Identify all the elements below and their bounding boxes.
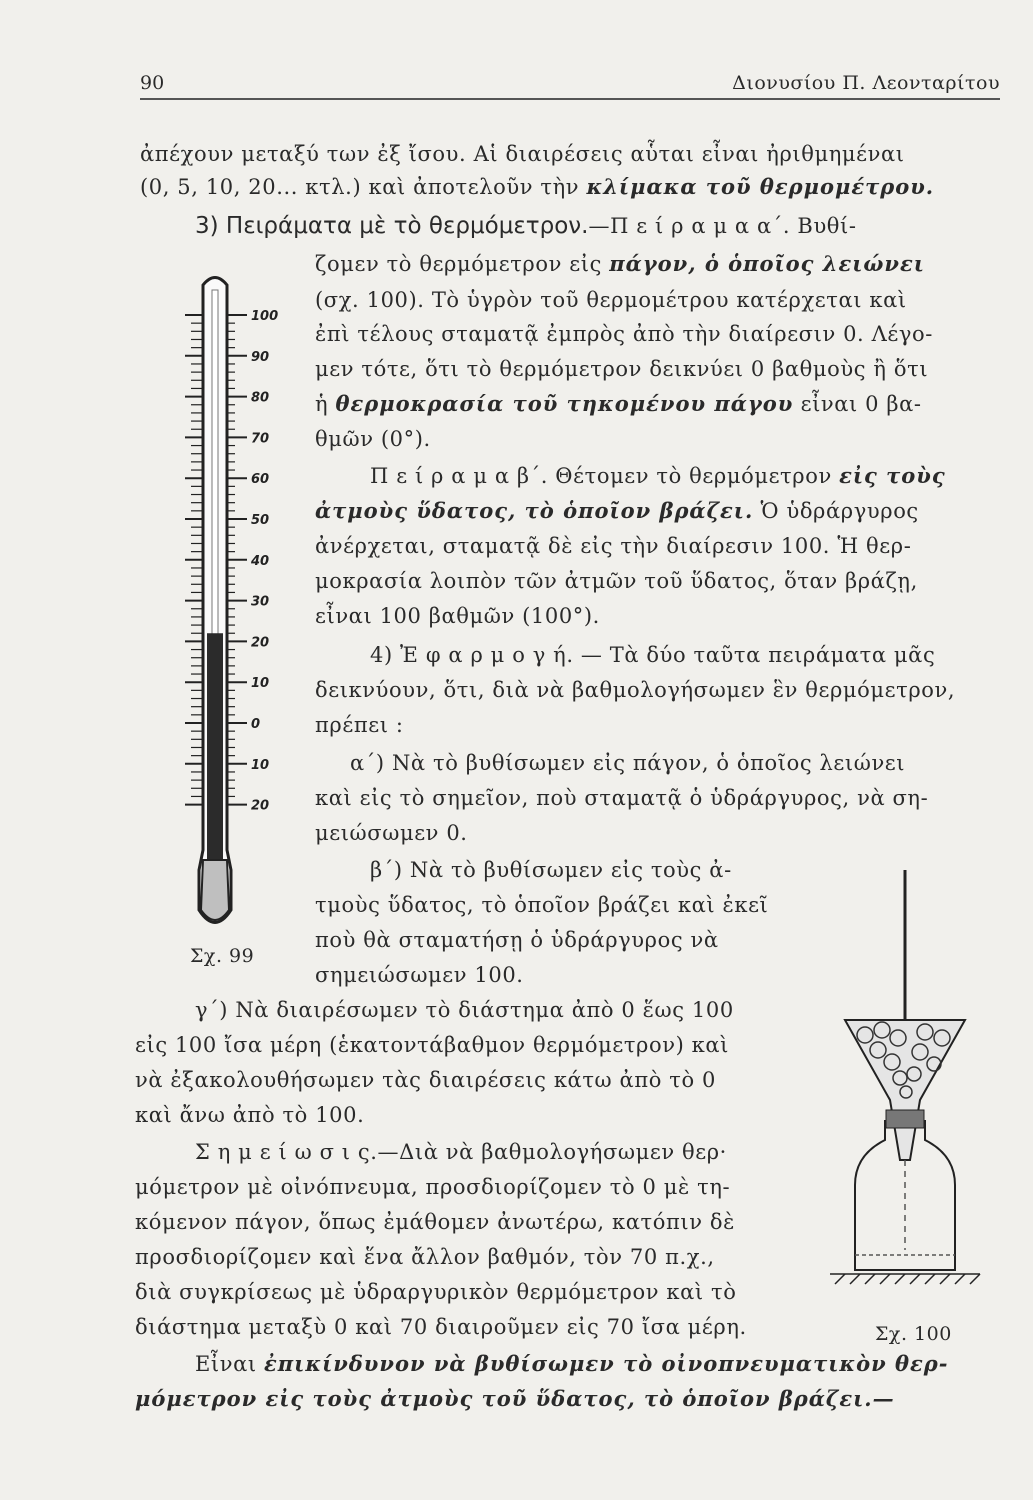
scale-label: 50 [251,513,270,528]
body-line-10-text: Θέτομεν τὸ θερμόμετρον [548,464,840,488]
page-number: 90 [140,72,165,94]
body-line-32: προσδιορίζομεν καὶ ἕνα ἄλλον βαθμόν, τὸν 70 π.χ., [135,1245,715,1269]
body-line-5: (σχ. 100). Τὸ ὑγρὸν τοῦ θερμομέτρου κατέρχεται καὶ [315,288,907,312]
body-line-9: θμῶν (0°). [315,427,431,451]
scale-label: 30 [251,594,270,610]
body-line-34: διάστημα μεταξὺ 0 καὶ 70 διαιροῦμεν εἰς 70 ἴσα μέρη. [135,1315,747,1339]
body-line-21: β΄) Νὰ τὸ βυθίσωμεν εἰς τοὺς ἀ- [370,858,732,882]
term-melting-ice-temperature: θερμοκρασία τοῦ τηκομένου πάγου [335,391,794,416]
body-line-25: γ΄) Νὰ διαιρέσωμεν τὸ διάστημα ἀπὸ 0 ἕως 100 [195,998,734,1022]
scale-label: 40 [251,553,270,569]
scale-label: 60 [251,472,270,488]
body-line-29 [195,1138,727,1166]
body-line-17: πρέπει : [315,713,404,737]
body-line-12: ἀνέρχεται, σταματᾷ δὲ εἰς τὴν διαίρεσιν 100. Ἡ θερ- [315,534,912,558]
body-line-10 [370,462,946,490]
body-line-35-text: Εἶναι [195,1352,265,1376]
scale-label: 10 [251,676,270,692]
body-line-28: καὶ ἄνω ἀπὸ τὸ 100. [135,1103,365,1127]
body-line-2 [140,173,934,201]
body-line-30: μόμετρον μὲ οἰνόπνευμα, προσδιορίζομεν τὸ 0 μὲ τη- [135,1175,731,1199]
body-line-4-text: ζομεν τὸ θερμόμετρον εἰς [315,252,610,276]
scale-label: 80 [251,390,270,406]
warning-text-part2: μόμετρον εἰς τοὺς ἀτμοὺς τοῦ ὕδατος, τὸ ὁποῖον βράζει.— [135,1386,895,1411]
body-line-33: διὰ συγκρίσεως μὲ ὑδραργυρικὸν θερμόμετρον καὶ τὸ [135,1280,737,1304]
body-line-8-end: εἶναι 0 βα- [793,392,922,416]
term-melting-ice: πάγον, ὁ ὁποῖος λειώνει [609,251,925,276]
body-line-29-text: —Διὰ νὰ βαθμολογήσωμεν θερ· [377,1140,727,1164]
body-line-26: εἰς 100 ἴσα μέρη (ἑκατοντάβαθμον θερμόμετρον) καὶ [135,1033,730,1057]
body-line-16: δεικνύουν, ὅτι, διὰ νὰ βαθμολογήσωμεν ἓν θερμόμετρον, [315,678,956,702]
thermometer-bulb [201,860,229,920]
warning-text-part1: ἐπικίνδυνον νὰ βυθίσωμεν τὸ οἰνοπνευματικὸν θερ- [264,1351,949,1376]
figure-99-thermometer [155,270,295,960]
flask-stopper [886,1110,924,1128]
section-heading-experiments: 3) Πειράματα μὲ τὸ θερμόμετρον. [195,213,589,239]
body-line-18: α΄) Νὰ τὸ βυθίσωμεν εἰς πάγον, ὁ ὁποῖος λειώνει [350,751,906,775]
scale-label: 20 [251,798,270,814]
body-line-31: κόμενον πάγον, ὅπως ἐμάθομεν ἀνωτέρω, κατόπιν δὲ [135,1210,735,1234]
scale-label: 90 [251,349,270,365]
thermometer-drawing [185,278,278,923]
note-label: Σ η μ ε ί ω σ ι ς. [195,1140,378,1164]
body-line-2-text: (0, 5, 10, 20... κτλ.) καὶ ἀποτελοῦν τὴν [140,175,587,199]
scale-labels [250,309,278,814]
body-line-19: καὶ εἰς τὸ σημεῖον, ποὺ σταματᾷ ὁ ὑδράργυρος, νὰ ση- [315,786,929,810]
application-label: 4) Ἐ φ α ρ μ ο γ ή. [370,643,574,667]
body-line-15-text: — Τὰ δύο ταῦτα πειράματα μᾶς [573,643,936,667]
scale-label: 20 [251,635,270,651]
stand-hatching [830,1274,980,1284]
figure-100-apparatus [830,870,980,1310]
term-thermometer-scale: κλίμακα τοῦ θερμομέτρου. [586,174,935,199]
scale-label: 100 [251,309,279,324]
body-line-36 [135,1385,895,1413]
body-line-23: ποὺ θὰ σταματήσῃ ὁ ὑδράργυρος νὰ [315,928,719,952]
body-line-11 [315,497,919,525]
body-line-4 [315,250,925,278]
body-line-14: εἶναι 100 βαθμῶν (100°). [315,604,600,628]
body-line-6: ἐπὶ τέλους σταματᾷ ἐμπρὸς ἀπὸ τὴν διαίρεσιν 0. Λέγο- [315,322,933,346]
figure-100-caption: Σχ. 100 [875,1323,952,1345]
body-line-8 [315,390,922,418]
body-line-20: μειώσωμεν 0. [315,821,468,845]
section-3-line [195,212,857,240]
term-boiling-water-steam: ἀτμοὺς ὕδατος, τὸ ὁποῖον βράζει. [315,498,754,523]
scale-label: 0 [251,717,261,732]
body-line-13: μοκρασία λοιπὸν τῶν ἀτμῶν τοῦ ὕδατος, ὅταν βράζῃ, [315,569,918,593]
body-line-35 [195,1350,948,1378]
page-header [140,70,1000,100]
experiment-a-label: —Π ε ί ρ α μ α α΄. Βυθί- [588,214,857,238]
figure-99-caption: Σχ. 99 [190,945,255,967]
scale-label: 10 [251,757,270,773]
body-line-1: ἀπέχουν μεταξύ των ἐξ ἴσου. Αἱ διαιρέσεις αὗται εἶναι ἠριθμημέναι [140,142,905,166]
scale-label: 70 [251,431,270,447]
body-line-22: τμοὺς ὕδατος, τὸ ὁποῖον βράζει καὶ ἐκεῖ [315,893,769,917]
body-line-8-text: ἡ [315,392,336,416]
body-line-11-text: Ὁ ὑδράργυρος [753,499,919,523]
body-line-15 [370,641,935,669]
body-line-27: νὰ ἐξακολουθήσωμεν τὰς διαιρέσεις κάτω ἀπὸ τὸ 0 [135,1068,716,1092]
running-head: Διονυσίου Π. Λεονταρίτου [732,72,1000,94]
mercury-column [207,633,223,865]
term-steam: εἰς τοὺς [839,463,946,488]
body-line-7: μεν τότε, ὅτι τὸ θερμόμετρον δεικνύει 0 βαθμοὺς ἢ ὅτι [315,357,929,381]
experiment-b-label: Π ε ί ρ α μ α β΄. [370,464,549,488]
body-line-24: σημειώσωμεν 100. [315,963,524,987]
